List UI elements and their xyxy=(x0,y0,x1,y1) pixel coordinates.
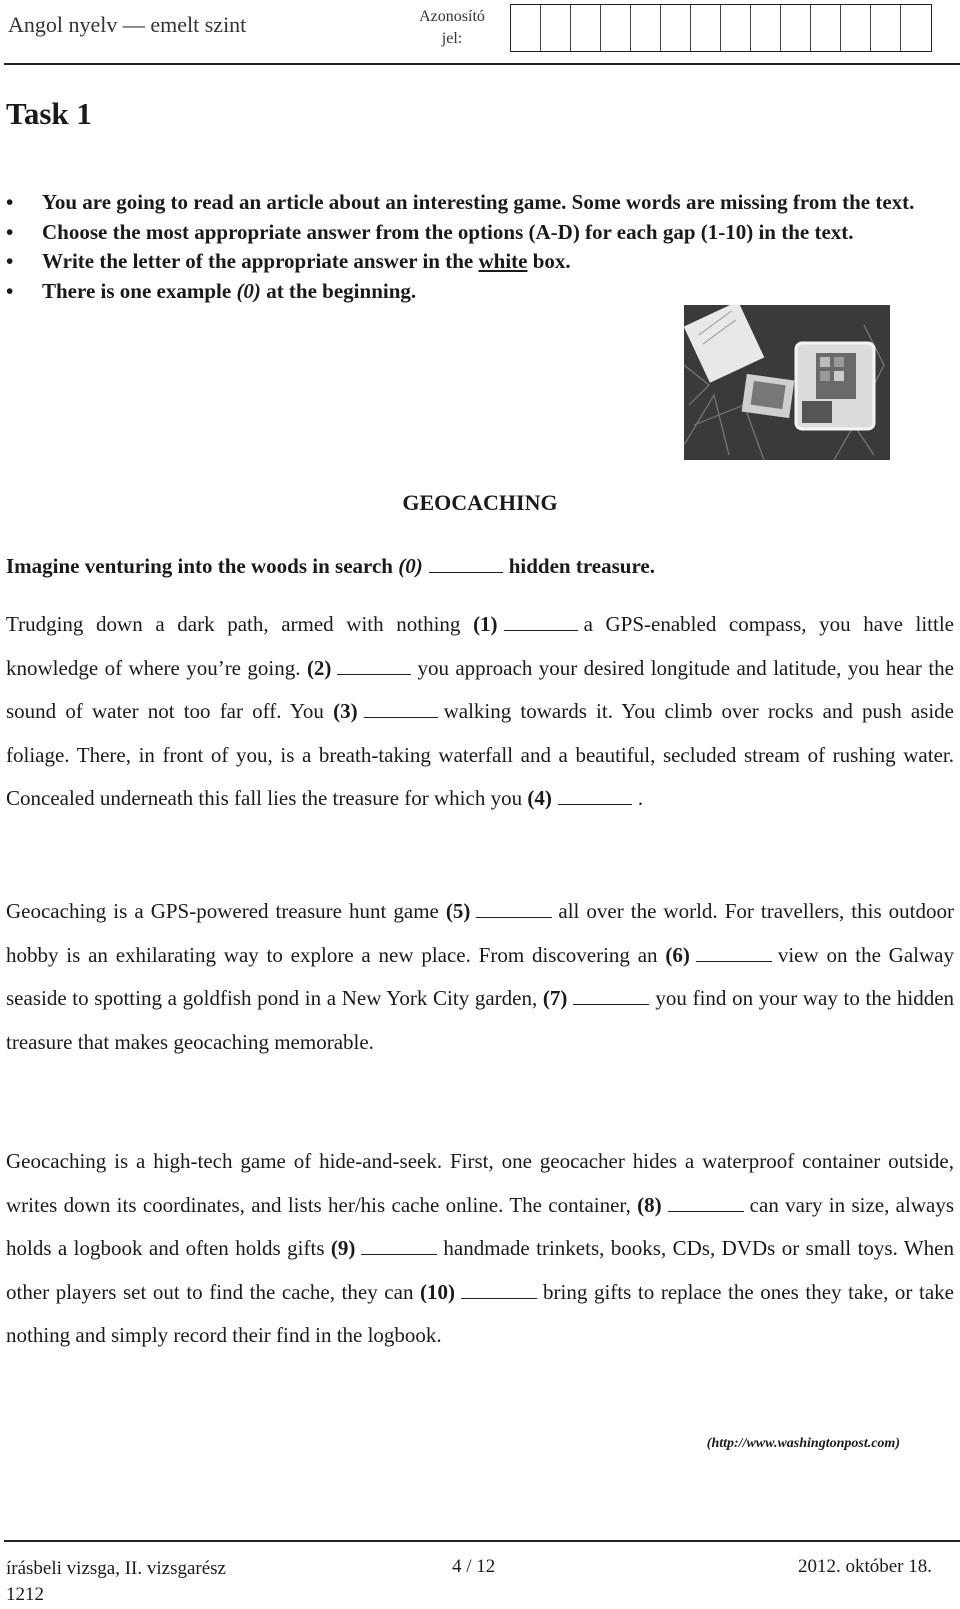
id-box[interactable] xyxy=(811,5,841,51)
page-header xyxy=(0,0,960,66)
header-rule xyxy=(4,63,960,65)
id-box[interactable] xyxy=(511,5,541,51)
article-paragraph-3: Geocaching is a high-tech game of hide-and-seek. First, one geocacher hides a waterproof container outside, writes down its coordinates, and lists her/his cache online. The container, (8) can vary in size, always holds a logbook and often holds gifts (9) handmade trinkets, books, CDs, DVDs or small toys. When other players set out to find the cache, they can (10) bring gifts to replace the ones they take, or take nothing and simply record their find in the logbook. xyxy=(6,1149,955,1347)
id-box[interactable] xyxy=(781,5,811,51)
id-box[interactable] xyxy=(631,5,661,51)
article-paragraph-1: Trudging down a dark path, armed with nothing (1) a GPS-enabled compass, you have little knowledge of where you’re going. (2) you approach your desired longitude and latitude, you hear the sound of water not too far off. You (3) walking towards it. You climb over rocks and push aside foliage. There, in front of you, is a breath-taking waterfall and a beautiful, secluded stream of rushing water. Concealed underneath this fall lies the treasure for which you (4) . xyxy=(6,612,955,810)
id-box[interactable] xyxy=(901,5,931,51)
exam-subject-title: Angol nyelv — emelt szint xyxy=(8,12,247,37)
id-box[interactable] xyxy=(721,5,751,51)
instruction-item: • Write the letter of the appropriate answer in the white box. xyxy=(6,249,571,273)
article-intro: Imagine venturing into the woods in search (0) hidden treasure. xyxy=(6,554,655,578)
answer-gap-4 xyxy=(558,784,632,805)
article-paragraph-2: Geocaching is a GPS-powered treasure hunt game (5) all over the world. For travellers, this outdoor hobby is an exhilarating way to explore a new place. From discovering an (6) view on the Galway seaside to spotting a goldfish pond in a New York City garden, (7) you find on your way to the hidden treasure that makes geocaching memorable. xyxy=(6,899,955,1054)
answer-gap-8 xyxy=(668,1191,744,1212)
exam-date: 2012. október 18. xyxy=(797,1556,932,1577)
footer-rule xyxy=(4,1540,960,1542)
answer-gap-1 xyxy=(504,610,578,631)
answer-gap-3 xyxy=(364,697,438,718)
id-box[interactable] xyxy=(871,5,901,51)
footer-exam-info: írásbeli vizsga, II. vizsgarész 1212 xyxy=(6,1558,226,1605)
instruction-item: • You are going to read an article about an interesting game. Some words are missing from the text. xyxy=(6,190,915,214)
id-boxes[interactable] xyxy=(510,4,932,52)
id-box[interactable] xyxy=(571,5,601,51)
answer-gap-7 xyxy=(573,984,649,1005)
answer-gap-0 xyxy=(429,552,503,573)
id-label: Azonosító jel: xyxy=(419,8,485,47)
answer-gap-2 xyxy=(337,654,411,675)
geocache-container-photo xyxy=(684,305,890,460)
id-box[interactable] xyxy=(751,5,781,51)
id-box[interactable] xyxy=(661,5,691,51)
instruction-item: • There is one example (0) at the beginning. xyxy=(6,278,417,303)
answer-gap-9 xyxy=(361,1234,437,1255)
page-number: 4 / 12 xyxy=(452,1556,496,1577)
article-title: GEOCACHING xyxy=(402,490,558,515)
task-title: Task 1 xyxy=(6,96,92,131)
id-box[interactable] xyxy=(541,5,571,51)
instruction-list xyxy=(6,188,946,306)
white-underlined: white xyxy=(478,249,528,273)
id-box[interactable] xyxy=(691,5,721,51)
source-citation: (http://www.washingtonpost.com) xyxy=(706,1436,900,1451)
id-box[interactable] xyxy=(841,5,871,51)
answer-gap-6 xyxy=(696,941,772,962)
answer-gap-10 xyxy=(461,1278,537,1299)
answer-gap-5 xyxy=(476,897,552,918)
instruction-item: • Choose the most appropriate answer from the options (A-D) for each gap (1-10) in the text. xyxy=(6,219,854,244)
id-box[interactable] xyxy=(601,5,631,51)
